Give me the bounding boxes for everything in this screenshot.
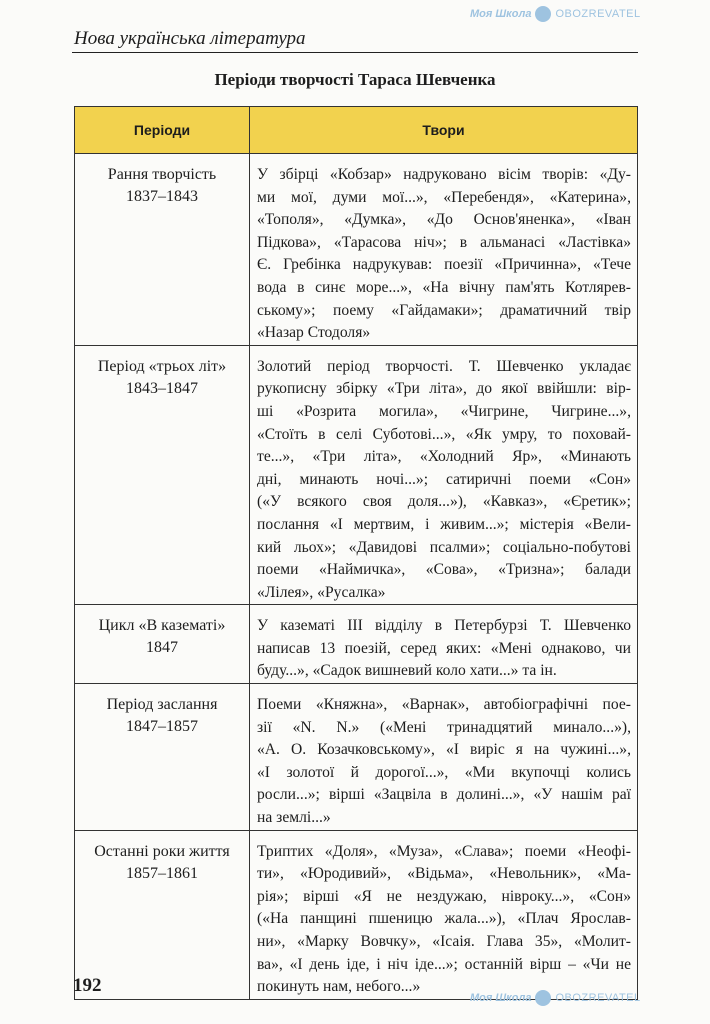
works-text-line: рія»; вірші «Я не нездужаю, нівроку...», «Сон» [257, 887, 631, 905]
header-rule [72, 52, 638, 53]
period-name: Цикл «В казематі» [98, 617, 226, 635]
works-text-line: ми мої, думи мої...», «Перебендя», «Катерина», [257, 188, 631, 206]
table-header-row [75, 107, 638, 154]
period-years: 1843–1847 [126, 379, 198, 397]
watermark-brand: OBOZREVATEL [555, 991, 641, 1004]
period-name: Період «трьох літ» [97, 357, 227, 375]
column-header-periods: Періоди [75, 107, 250, 154]
works-text-line: ти», «Юродивий», «Відьма», «Невольник», «Ма- [257, 865, 631, 883]
period-cell [75, 345, 250, 605]
watermark-logo-icon [535, 6, 551, 22]
works-text-line: «Стоїть в селі Суботові...», «Як умру, то поховай- [257, 425, 631, 443]
works-text-line: дні, минають ночі...»; сатиричні поеми «Сон» [257, 470, 631, 488]
period-cell [75, 830, 250, 999]
watermark [470, 6, 641, 22]
works-text-line: («На панщині пшеницю жала...»), «Плач Ярослав- [257, 910, 631, 928]
works-text-line: У казематі III відділу в Петербурзі Т. Шевченко [257, 617, 631, 635]
watermark-logo-icon [535, 990, 551, 1006]
works-text-line: написав 13 поезій, серед яких: «Мені однаково, чи [257, 639, 631, 657]
periods-table [74, 106, 638, 1000]
works-text-line: «А. О. Козачковському», «І виріс я на чужині...», [257, 741, 631, 759]
works-text-line: ші «Розрита могила», «Чигрине, Чигрине...», [257, 402, 631, 420]
watermark-text: Моя Школа [470, 991, 532, 1004]
watermark-brand: OBOZREVATEL [555, 7, 641, 20]
works-text-line: Є. Гребінка надрукував: поезії «Причинна», «Тече [257, 256, 631, 274]
works-cell [250, 605, 638, 684]
works-text-line: «Тополя», «Думка», «До Основ'яненка», «Іван [257, 211, 631, 229]
table-row [75, 605, 638, 684]
works-text-line: ни», «Марку Вовчку», «Ісаія. Глава 35», «Молит- [257, 933, 631, 950]
period-name: Останні роки життя [94, 842, 230, 860]
works-text-line: покинуть нам, небого...» [257, 978, 421, 996]
table-row [75, 684, 638, 831]
period-name: Рання творчість [107, 166, 217, 183]
period-years: 1847 [146, 639, 178, 657]
table-row [75, 345, 638, 605]
period-cell [75, 154, 250, 346]
works-text-line: «І золотої й дорогої...», «Ми вкупочці колись [257, 763, 631, 781]
period-cell [75, 605, 250, 684]
period-years: 1857–1861 [126, 864, 198, 882]
works-text-line: послання «І мертвим, і живим...»; містерія «Вели- [257, 515, 631, 533]
works-cell [250, 154, 638, 346]
works-text-line: У збірці «Кобзар» надруковано вісім творів: «Ду- [257, 166, 631, 183]
works-text-line: поеми «Наймичка», «Сова», «Тризна»; балади [257, 561, 631, 579]
watermark-text: Моя Школа [470, 7, 532, 20]
works-text-line: рукописну збірку «Три літа», до якої ввійшли: вір- [257, 380, 631, 398]
works-text-line: вода в синє море...», «На вічну пам'ять Котлярев- [257, 278, 631, 296]
page-number: 192 [73, 975, 102, 996]
works-text-line: зії «N. N.» («Мені тринадцятий минало...»), [257, 718, 631, 736]
works-text-line: ва», «І день іде, і ніч іде...»; останній вірш – «Чи не [257, 955, 631, 973]
works-text-line: Підкова», «Тарасова ніч»; в альманасі «Ластівка» [257, 233, 631, 251]
works-text-line: Поеми «Княжна», «Варнак», автобіографічні пое- [257, 696, 631, 714]
works-cell [250, 684, 638, 831]
period-name: Період заслання [106, 696, 218, 714]
period-years: 1847–1857 [126, 718, 198, 736]
works-text-line: кий льох»; «Давидові псалми»; соціально-побутові [257, 538, 631, 556]
table-row [75, 154, 638, 346]
works-cell [250, 345, 638, 605]
works-text-line: Золотий період творчості. Т. Шевченко укладає [257, 357, 631, 375]
table-title: Періоди творчості Тараса Шевченка [214, 70, 496, 89]
works-text-line: «Назар Стодоля» [257, 324, 371, 342]
works-text-line: ському»; поему «Гайдамаки»; драматичний твір [257, 301, 631, 319]
works-text-line: Триптих «Доля», «Муза», «Слава»; поеми «Неофі- [257, 842, 631, 860]
period-cell [75, 684, 250, 831]
works-text-line: буду...», «Садок вишневий коло хати...» та ін. [257, 662, 557, 680]
works-text-line: те...», «Три літа», «Холодний Яр», «Минають [257, 448, 631, 466]
works-text-line: росли...»; вірші «Зацвіла в долині...», «У нашім раї [257, 786, 631, 804]
column-header-works: Твори [250, 107, 638, 154]
running-title: Нова українська література [74, 28, 306, 49]
works-cell [250, 830, 638, 999]
period-years: 1837–1843 [126, 188, 198, 205]
watermark [470, 990, 641, 1006]
works-text-line: на землі...» [257, 809, 331, 827]
works-text-line: «Лілея», «Русалка» [257, 583, 386, 601]
table-row [75, 830, 638, 999]
works-text-line: («У всякого своя доля...»), «Кавказ», «Єретик»; [257, 493, 631, 511]
